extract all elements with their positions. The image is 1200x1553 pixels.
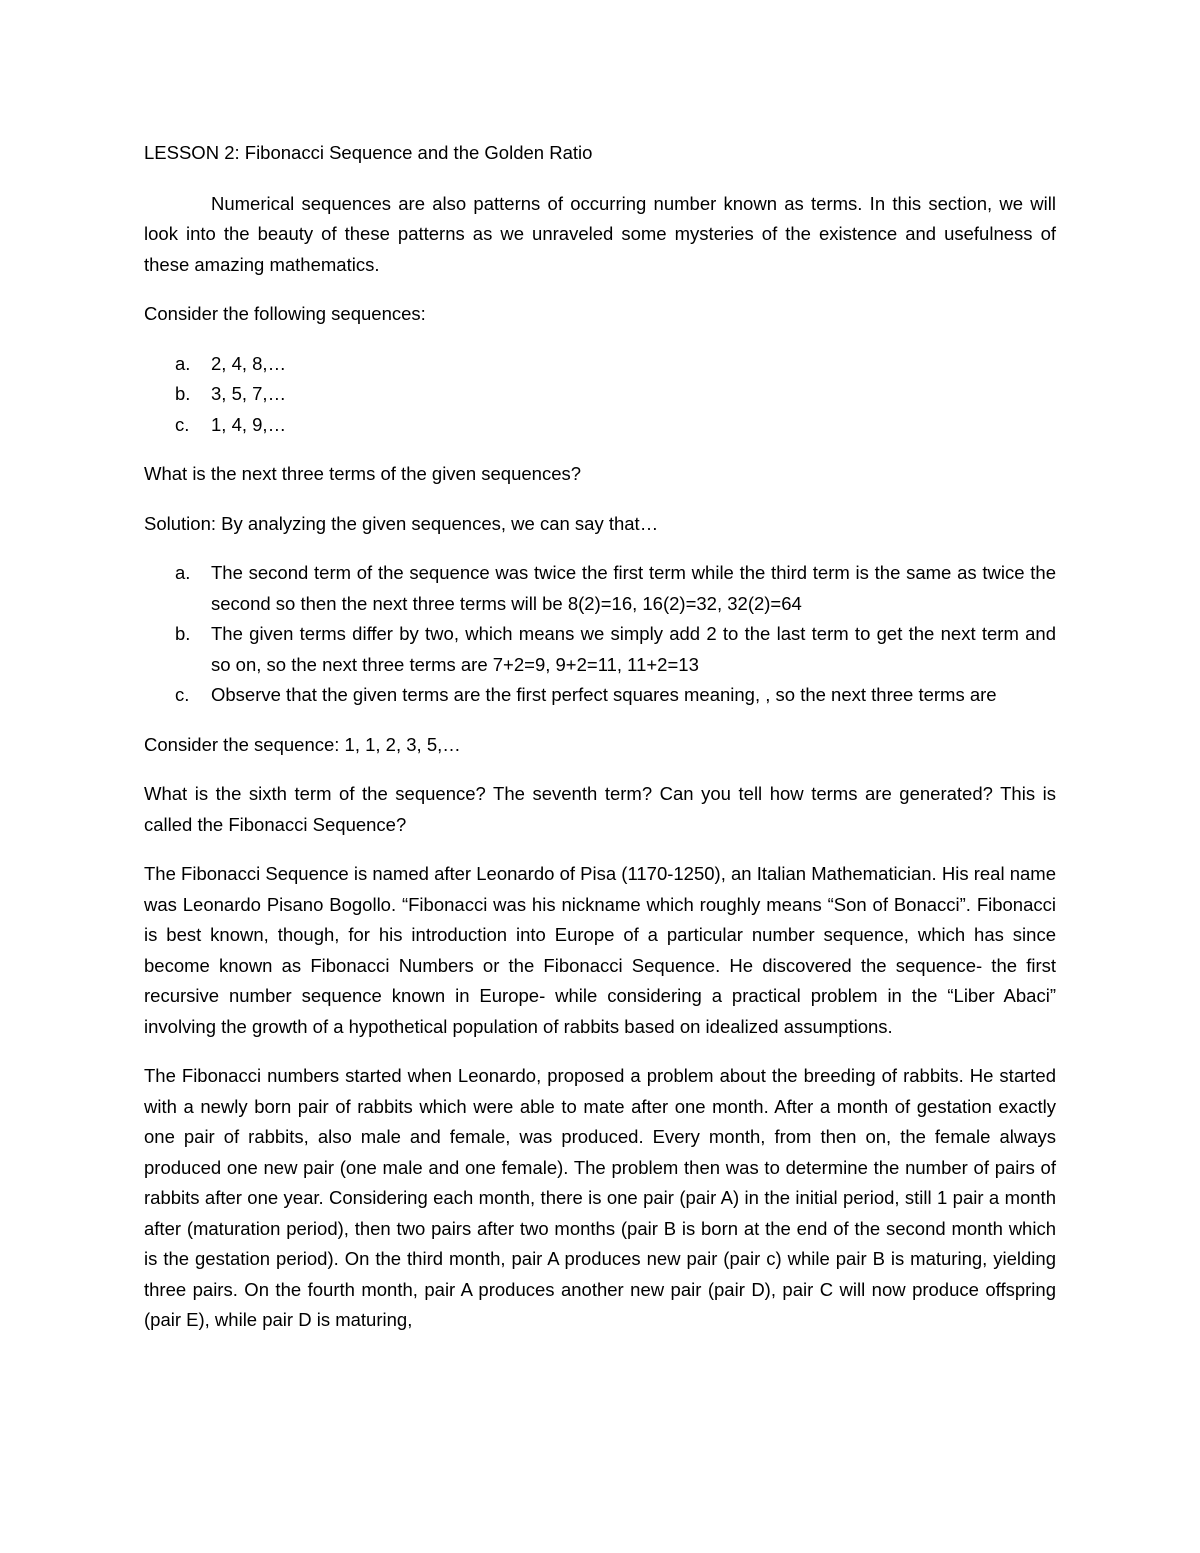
list-item-text: The given terms differ by two, which means we simply add 2 to the last term to get the next term and so on, so the next three terms are 7+2=9, 9+2=11, 11+2=13 xyxy=(211,623,1056,675)
list-item xyxy=(144,558,1056,619)
fibonacci-sequence-prompt: Consider the sequence: 1, 1, 2, 3, 5,… xyxy=(144,733,461,755)
list-marker: c. xyxy=(175,684,190,705)
document-body xyxy=(144,138,1056,1336)
solution-list xyxy=(144,558,1056,711)
list-marker: b. xyxy=(175,623,191,644)
history-paragraph: The Fibonacci Sequence is named after Leonardo of Pisa (1170-1250), an Italian Mathematician. His real name was Leonardo Pisano Bogollo. “Fibonacci was his nickname which roughly means “Son of Bonacci”. Fibonacci is best known, though, for his introduction into Europe of a particular number sequence, which has since become known as Fibonacci Numbers or the Fibonacci Sequence. He discovered the sequence- the first recursive number sequence known in Europe- while considering a practical problem in the “Liber Abaci” involving the growth of a hypothetical population of rabbits based on idealized assumptions. xyxy=(144,863,1056,1037)
intro-paragraph: Numerical sequences are also patterns of occurring number known as terms. In this section, we will look into the beauty of these patterns as we unraveled some mysteries of the existence and usefulness of these amazing mathematics. xyxy=(144,192,1056,275)
list-item-text: 2, 4, 8,… xyxy=(211,352,287,374)
list-item xyxy=(144,379,1056,410)
solution-intro: Solution: By analyzing the given sequences, we can say that… xyxy=(144,512,659,534)
list-item-text: 1, 4, 9,… xyxy=(211,413,287,435)
list-item xyxy=(144,349,1056,380)
list-item xyxy=(144,619,1056,680)
list-item xyxy=(144,410,1056,441)
next-terms-question: What is the next three terms of the given sequences? xyxy=(144,463,582,484)
list-item-text: The second term of the sequence was twice the first term while the third term is the same as twice the second so then the next three terms will be 8(2)=16, 16(2)=32, 32(2)=64 xyxy=(211,562,1056,614)
list-marker: a. xyxy=(175,352,191,374)
list-marker: c. xyxy=(175,413,190,435)
rabbits-paragraph: The Fibonacci numbers started when Leonardo, proposed a problem about the breeding of rabbits. He started with a newly born pair of rabbits which were able to mate after one month. After a month of gestation exactly one pair of rabbits, also male and female, was produced. Every month, from then on, the female always produced one new pair (one male and one female). The problem then was to determine the number of pairs of rabbits after one year. Considering each month, there is one pair (pair A) in the initial period, still 1 pair a month after (maturation period), then two pairs after two months (pair B is born at the end of the second month which is the gestation period). On the third month, pair A produces new pair (pair c) while pair B is maturing, yielding three pairs. On the fourth month, pair A produces another new pair (pair D), pair C will now produce offspring (pair E), while pair D is maturing, xyxy=(144,1065,1056,1330)
list-marker: a. xyxy=(175,562,191,583)
sequence-list xyxy=(144,349,1056,441)
list-marker: b. xyxy=(175,383,191,404)
list-item-text: 3, 5, 7,… xyxy=(211,383,287,404)
lesson-title: LESSON 2: Fibonacci Sequence and the Golden Ratio xyxy=(144,142,593,163)
list-item-text: Observe that the given terms are the first perfect squares meaning, , so the next three terms are xyxy=(211,684,997,705)
sixth-term-question: What is the sixth term of the sequence? The seventh term? Can you tell how terms are generated? This is called the Fibonacci Sequence? xyxy=(144,783,1056,835)
consider-label: Consider the following sequences: xyxy=(144,303,426,324)
list-item xyxy=(144,680,1056,711)
